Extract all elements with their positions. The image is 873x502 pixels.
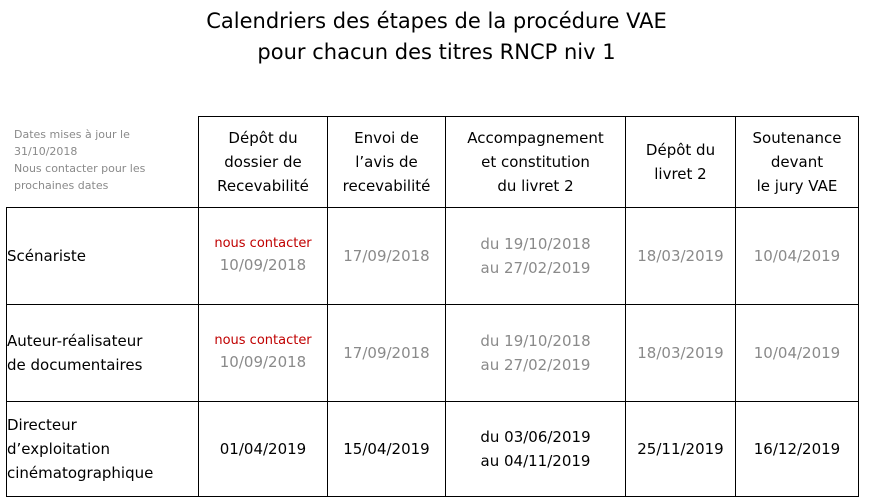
date-to: au 27/02/2019 <box>480 259 591 277</box>
cell-livret: 18/03/2019 <box>626 208 736 305</box>
header-text: livret 2 <box>654 165 707 183</box>
header-soutenance <box>736 117 859 208</box>
note-line: prochaines dates <box>14 179 109 192</box>
header-envoi-avis <box>328 117 446 208</box>
cell-envoi: 15/04/2019 <box>328 402 446 497</box>
cell-accompagnement <box>446 402 626 497</box>
cell-soutenance: 10/04/2019 <box>736 305 859 402</box>
cell-envoi: 17/09/2018 <box>328 208 446 305</box>
date-from: du 19/10/2018 <box>480 332 591 350</box>
date-to: au 04/11/2019 <box>480 452 591 470</box>
header-text: Recevabilité <box>217 177 309 195</box>
header-text: Accompagnement <box>467 129 604 147</box>
header-text: devant <box>770 153 824 171</box>
row-title <box>7 402 199 497</box>
header-text: et constitution <box>481 153 590 171</box>
page-title <box>0 6 873 68</box>
header-text: Dépôt du <box>645 141 716 159</box>
date-from: du 19/10/2018 <box>480 235 591 253</box>
cell-livret: 25/11/2019 <box>626 402 736 497</box>
cell-depot <box>199 208 328 305</box>
date-text: 10/09/2018 <box>219 353 307 371</box>
contact-text: nous contacter <box>214 333 312 348</box>
row-title <box>7 305 199 402</box>
note-line: Dates mises à jour le <box>14 128 130 141</box>
title-line-1: Calendriers des étapes de la procédure VAE <box>206 9 667 33</box>
header-text: recevabilité <box>342 177 431 195</box>
table-row <box>7 208 859 305</box>
row-title-text: de documentaires <box>7 356 143 374</box>
header-depot-dossier <box>199 117 328 208</box>
title-line-2: pour chacun des titres RNCP niv 1 <box>257 40 616 64</box>
row-title <box>7 208 199 305</box>
cell-accompagnement <box>446 305 626 402</box>
contact-text: nous contacter <box>214 236 312 251</box>
cell-depot: 01/04/2019 <box>199 402 328 497</box>
date-to: au 27/02/2019 <box>480 356 591 374</box>
header-text: Soutenance <box>752 129 842 147</box>
note-line: Nous contacter pour les <box>14 162 146 175</box>
header-accompagnement <box>446 117 626 208</box>
table-row <box>7 305 859 402</box>
header-text: Envoi de <box>354 129 419 147</box>
cell-accompagnement <box>446 208 626 305</box>
row-title-text: cinématographique <box>7 464 154 482</box>
header-text: le jury VAE <box>756 177 838 195</box>
cell-depot <box>199 305 328 402</box>
update-note <box>14 126 192 194</box>
row-title-text: d’exploitation <box>7 440 110 458</box>
header-text: dossier de <box>224 153 302 171</box>
header-text: l’avis de <box>355 153 418 171</box>
header-text: du livret 2 <box>497 177 574 195</box>
note-line: 31/10/2018 <box>14 145 78 158</box>
row-title-text: Scénariste <box>7 247 86 265</box>
cell-soutenance: 10/04/2019 <box>736 208 859 305</box>
cell-livret: 18/03/2019 <box>626 305 736 402</box>
date-text: 10/09/2018 <box>219 256 307 274</box>
header-depot-livret <box>626 117 736 208</box>
header-text: Dépôt du <box>228 129 298 147</box>
date-from: du 03/06/2019 <box>480 428 591 446</box>
table-row <box>7 402 859 497</box>
cell-soutenance: 16/12/2019 <box>736 402 859 497</box>
row-title-text: Auteur-réalisateur <box>7 332 143 350</box>
cell-envoi: 17/09/2018 <box>328 305 446 402</box>
row-title-text: Directeur <box>7 416 77 434</box>
